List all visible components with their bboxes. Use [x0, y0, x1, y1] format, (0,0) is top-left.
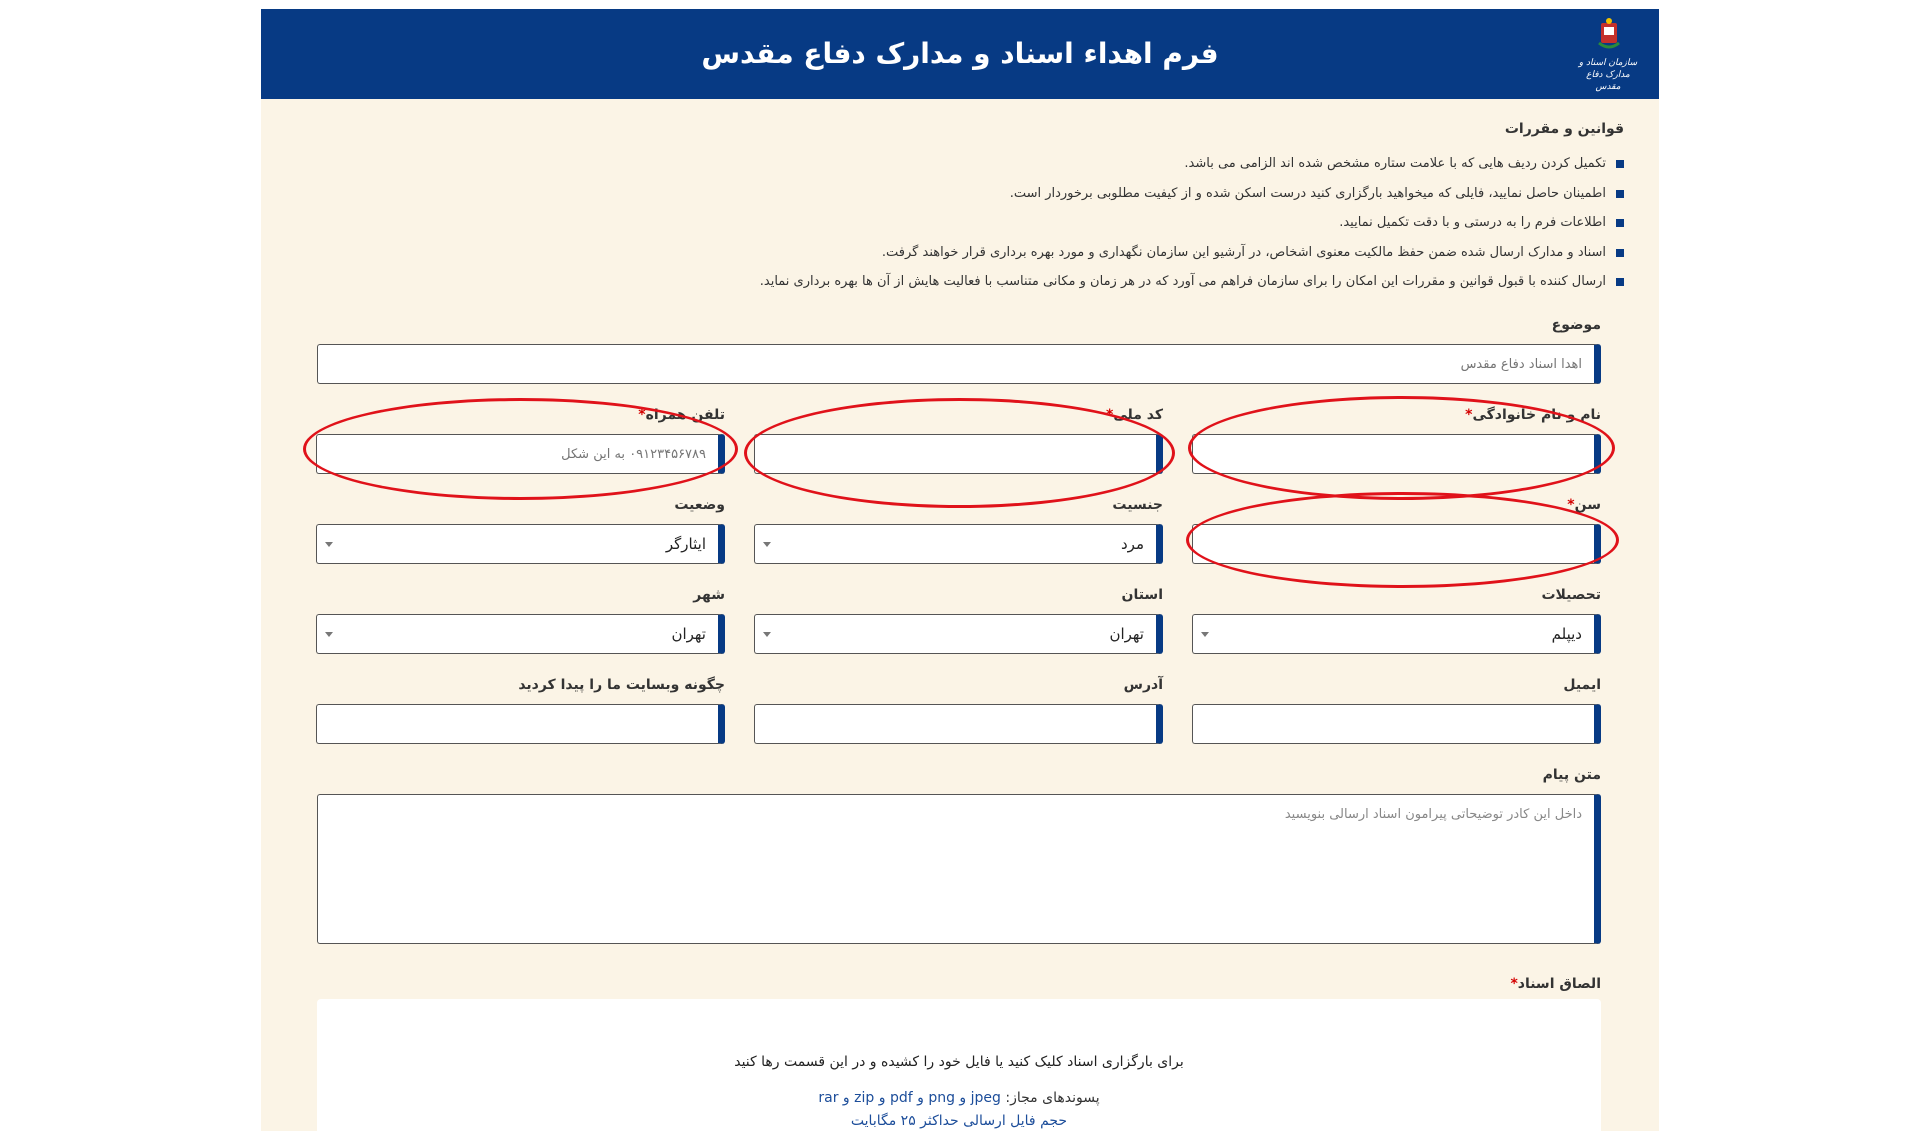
city-label: شهر — [693, 587, 725, 603]
bullet-icon — [1616, 160, 1624, 168]
size-limit: حجم فایل ارسالی حداکثر ۲۵ مگابایت — [850, 1113, 1068, 1129]
chevron-down-icon — [763, 632, 771, 637]
dropzone-instruction: برای بارگزاری اسناد کلیک کنید یا فایل خود را کشیده و در این قسمت رها کنید — [734, 1054, 1184, 1070]
education-label: تحصیلات — [1541, 587, 1601, 603]
fullname-input[interactable] — [1192, 434, 1601, 474]
how-found-label: چگونه وبسایت ما را پیدا کردید — [518, 677, 725, 693]
national-code-input[interactable] — [754, 434, 1163, 474]
organization-logo[interactable] — [1573, 17, 1643, 93]
fullname-label: نام و نام خانوادگی* — [1465, 407, 1601, 423]
how-found-input[interactable] — [316, 704, 725, 744]
logo-caption: سازمان اسناد و مدارک دفاع مقدس — [1578, 58, 1638, 92]
national-code-label: کد ملی* — [1106, 407, 1163, 423]
age-label: سن* — [1567, 497, 1601, 513]
file-dropzone[interactable] — [317, 999, 1601, 1131]
address-input[interactable] — [754, 704, 1163, 744]
bullet-icon — [1616, 190, 1624, 198]
gender-select[interactable]: مرد — [754, 524, 1163, 564]
bullet-icon — [1616, 219, 1624, 227]
attach-label: الصاق اسناد* — [1510, 976, 1601, 992]
email-label: ایمیل — [1563, 677, 1601, 693]
page-title: فرم اهداء اسناد و مدارک دفاع مقدس — [701, 37, 1219, 70]
chevron-down-icon — [1201, 632, 1209, 637]
rules-list — [624, 155, 1624, 303]
subject-label: موضوع — [1551, 317, 1601, 333]
mobile-input[interactable] — [316, 434, 725, 474]
city-select[interactable]: تهران — [316, 614, 725, 654]
rule-item: اطمینان حاصل نمایید، فایلی که میخواهید بارگزاری کنید درست اسکن شده و از کیفیت مطلوبی برخوردار است. — [624, 185, 1624, 215]
rules-title: قوانین و مقررات — [1504, 121, 1624, 137]
age-input[interactable] — [1192, 524, 1601, 564]
chevron-down-icon — [325, 542, 333, 547]
rule-item: ارسال کننده با قبول قوانین و مقررات این امکان را برای سازمان فراهم می آورد که در هر زمان و مکانی متناسب با فعالیت هایش از آن ها بهره برداری نماید. — [624, 273, 1624, 303]
allowed-extensions: پسوندهای مجاز: jpeg و png و pdf و zip و rar — [818, 1090, 1100, 1106]
address-label: آدرس — [1123, 677, 1163, 693]
chevron-down-icon — [763, 542, 771, 547]
form-page — [261, 9, 1659, 1131]
province-label: استان — [1121, 587, 1163, 603]
mobile-label: تلفن همراه* — [638, 407, 725, 423]
emblem-icon — [1573, 17, 1643, 57]
rule-item: اطلاعات فرم را به درستی و با دقت تکمیل نمایید. — [624, 214, 1624, 244]
status-select[interactable]: ایثارگر — [316, 524, 725, 564]
status-label: وضعیت — [674, 497, 725, 513]
page-header — [261, 9, 1659, 99]
education-select[interactable]: دیپلم — [1192, 614, 1601, 654]
rule-item: تکمیل کردن ردیف هایی که با علامت ستاره مشخص شده اند الزامی می باشد. — [624, 155, 1624, 185]
bullet-icon — [1616, 249, 1624, 257]
gender-label: جنسیت — [1112, 497, 1163, 513]
chevron-down-icon — [325, 632, 333, 637]
message-label: متن پیام — [1542, 767, 1601, 783]
rule-item: اسناد و مدارک ارسال شده ضمن حفظ مالکیت معنوی اشخاص، در آرشیو این سازمان نگهداری و مورد بهره برداری قرار خواهند گرفت. — [624, 244, 1624, 274]
subject-input[interactable] — [317, 344, 1601, 384]
message-textarea[interactable]: داخل این کادر توضیحاتی پیرامون اسناد ارسالی بنویسید — [317, 794, 1601, 944]
province-select[interactable]: تهران — [754, 614, 1163, 654]
bullet-icon — [1616, 278, 1624, 286]
email-input[interactable] — [1192, 704, 1601, 744]
